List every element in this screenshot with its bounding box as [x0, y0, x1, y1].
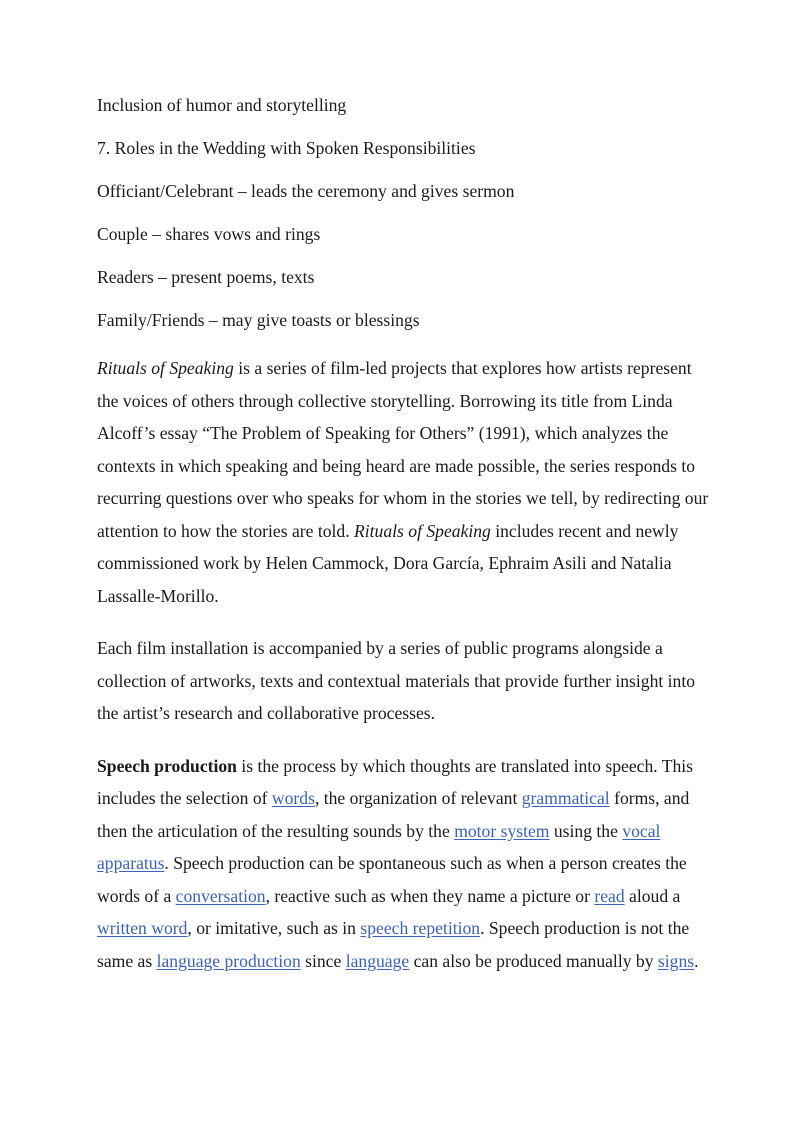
paragraph-text: . Speech production is not the same as: [97, 918, 690, 971]
italic-title: Rituals of Speaking: [97, 358, 234, 378]
paragraph-film-installation: Each film installation is accompanied by a series of public programs alongside a collection of artworks, texts and contextual materials that provide further insight into the artist’s research and collaborative processes.: [97, 638, 696, 723]
link-vocal-apparatus[interactable]: vocal apparatus: [97, 820, 661, 873]
link-conversation[interactable]: conversation: [175, 885, 266, 906]
paragraph-text: , reactive such as when they name a picture or: [265, 885, 595, 906]
paragraph-text: , the organization of relevant: [314, 788, 522, 808]
paragraph-speech-production: [97, 750, 710, 978]
italic-title: Rituals of Speaking: [354, 520, 491, 541]
paragraph-text: forms, and then the articulation of the resulting sounds by the: [97, 788, 690, 841]
paragraph-text: . Speech production can be spontaneous such as when a person creates the words of a: [97, 853, 687, 906]
paragraph-text: is a series of film-led projects that explores how artists represent the voices of others through collective storytelling. Borrowing its title from Linda Alcoff’s essay “The Problem of Speaking for Others” (1991), which analyzes the contexts in which speaking and being heard are made possible, the series responds to recurring questions over who speaks for whom in the stories we tell, by redirecting our attention to how the stories are told.: [97, 358, 709, 541]
link-grammatical[interactable]: grammatical: [521, 788, 610, 808]
paragraph-text: includes recent and newly commissioned work by Helen Cammock, Dora García, Ephraim Asili and Natalia Lassalle-Morillo.: [97, 520, 679, 606]
text-line-family: Family/Friends – may give toasts or blessings: [97, 310, 420, 330]
bold-term: Speech production: [97, 755, 237, 776]
paragraph-text: , or imitative, such as in: [187, 918, 361, 938]
paragraph-rituals-of-speaking: [97, 352, 710, 612]
paragraph-text: can also be produced manually by: [409, 950, 658, 971]
text-line-readers: Readers – present poems, texts: [97, 267, 315, 287]
paragraph-text: is the process by which thoughts are translated into speech. This includes the selection of: [97, 755, 694, 808]
paragraph-text: aloud a: [624, 885, 681, 906]
link-read[interactable]: read: [594, 885, 625, 906]
paragraph-text: using the: [549, 820, 623, 841]
text-line-officiant: Officiant/Celebrant – leads the ceremony and gives sermon: [97, 181, 515, 201]
section-heading-roles: 7. Roles in the Wedding with Spoken Responsibilities: [97, 138, 476, 158]
link-written-word[interactable]: written word: [97, 918, 188, 938]
link-signs[interactable]: signs: [657, 950, 695, 971]
text-line-couple: Couple – shares vows and rings: [97, 224, 321, 244]
paragraph-text: .: [694, 950, 699, 971]
link-motor-system[interactable]: motor system: [454, 820, 550, 841]
link-language-production[interactable]: language production: [156, 950, 301, 971]
link-language[interactable]: language: [345, 950, 410, 971]
text-line-humor: Inclusion of humor and storytelling: [97, 95, 347, 115]
link-words[interactable]: words: [271, 788, 315, 808]
paragraph-text: since: [300, 950, 346, 971]
link-speech-repetition[interactable]: speech repetition: [360, 918, 481, 938]
